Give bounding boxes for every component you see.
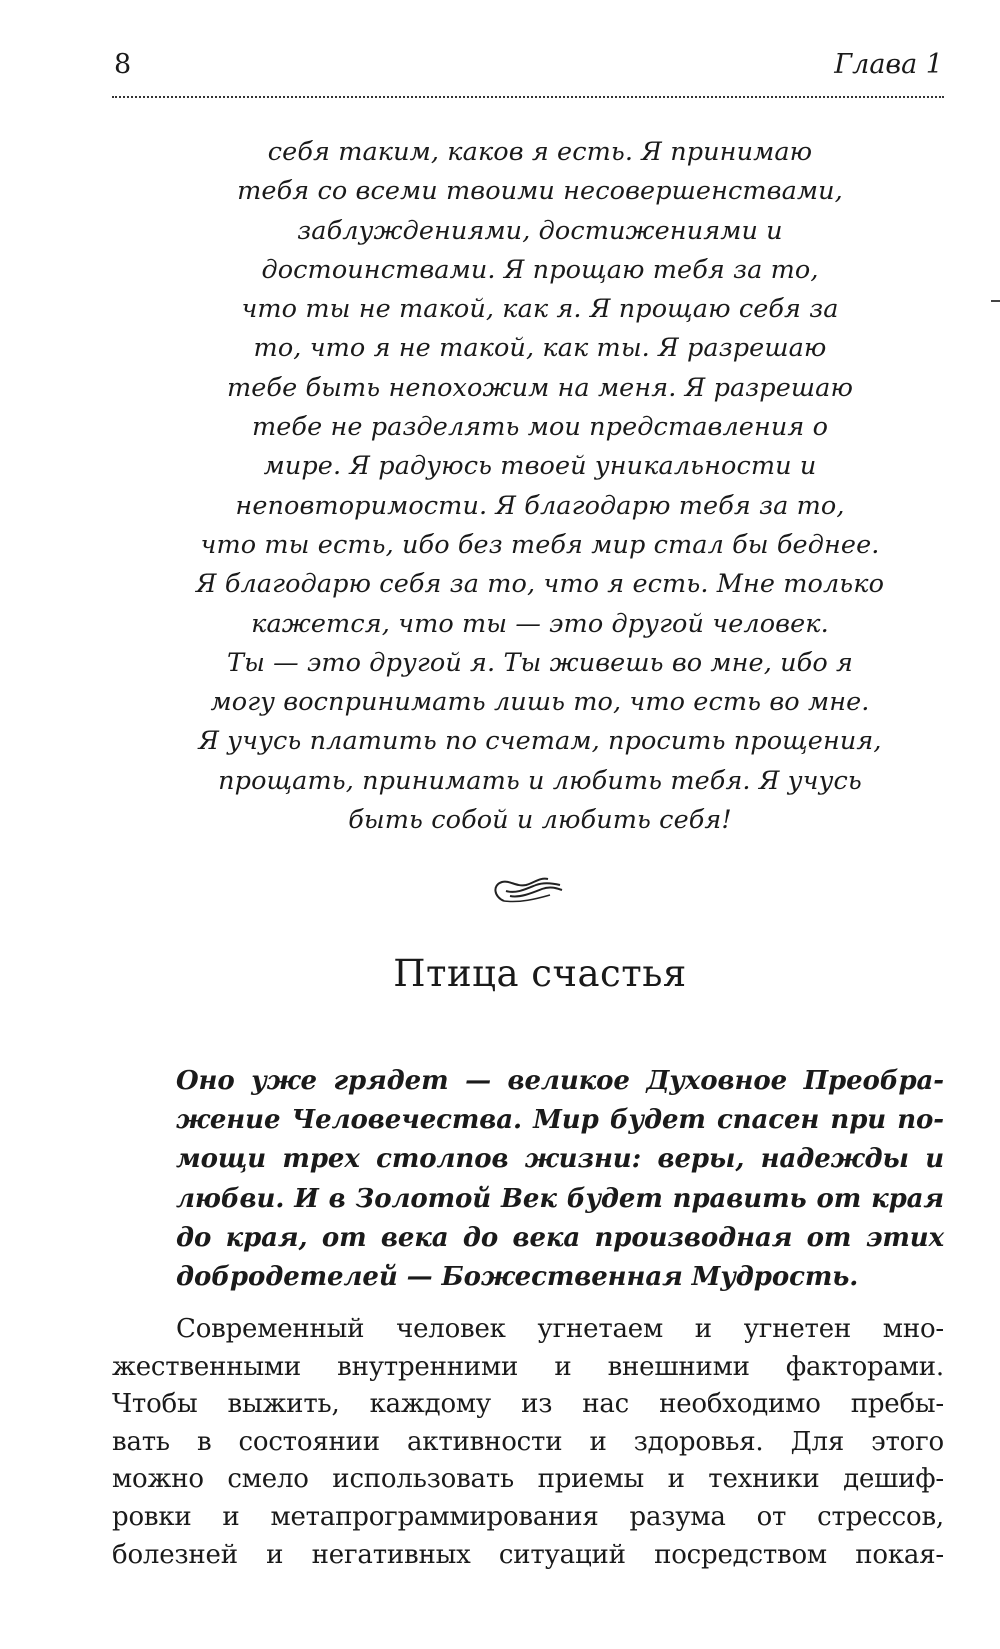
poem-line: Я учусь платить по счетам, просить прощения, <box>198 726 882 757</box>
epigraph-line: мощи трех столпов жизни: веры, надежды и <box>176 1144 944 1175</box>
wave-ornament-icon <box>490 871 566 905</box>
epigraph-line: до края, от века до века производная от этих <box>176 1222 944 1253</box>
epigraph-line: добродетелей — Божественная Мудрость. <box>176 1262 859 1293</box>
poem-line: тебе быть непохожим на меня. Я разрешаю <box>226 372 854 403</box>
poem-line: Я благодарю себя за то, что я есть. Мне только <box>195 569 885 600</box>
body-line: жественными внутренними и внешними факторами. <box>112 1351 944 1382</box>
epigraph-line: Оно уже грядет — великое Духовное Преобра- <box>176 1066 944 1096</box>
section-title: Птица счастья <box>393 952 687 995</box>
header-dotted-rule <box>112 96 944 98</box>
poem-line: достоинствами. Я прощаю тебя за то, <box>261 254 819 285</box>
epigraph-line: любви. И в Золотой Век будет править от края <box>176 1183 944 1214</box>
body-line: ровки и метапрограммирования разума от стрессов, <box>112 1501 944 1532</box>
body-line: болезней и негативных ситуаций посредством покая- <box>112 1539 944 1570</box>
poem-line: то, что я не такой, как ты. Я разрешаю <box>253 333 827 364</box>
poem-block <box>120 133 960 840</box>
poem-line: что ты есть, ибо без тебя мир стал бы беднее. <box>200 529 880 560</box>
poem-line: мире. Я радуюсь твоей уникальности и <box>263 451 817 482</box>
poem-line: тебе не разделять мои представления о <box>251 412 829 443</box>
epigraph-block <box>176 1062 944 1297</box>
poem-line: себя таким, каков я есть. Я принимаю <box>267 137 813 167</box>
body-line: Современный человек угнетаем и угнетен мно- <box>176 1314 944 1344</box>
running-header-chapter: Глава 1 <box>834 49 943 80</box>
poem-line: что ты не такой, как я. Я прощаю себя за <box>241 294 839 325</box>
poem-line: прощать, принимать и любить тебя. Я учусь <box>218 765 862 796</box>
poem-line: быть собой и любить себя! <box>348 805 732 836</box>
poem-line: тебя со всеми твоими несовершенствами, <box>237 176 843 207</box>
body-line: Чтобы выжить, каждому из нас необходимо пребы- <box>112 1389 944 1420</box>
body-line: можно смело использовать приемы и техники дешиф- <box>112 1464 944 1495</box>
poem-line: Ты — это другой я. Ты живешь во мне, ибо я <box>227 647 853 678</box>
poem-line: неповторимости. Я благодарю тебя за то, <box>235 490 845 521</box>
poem-line: могу воспринимать лишь то, что есть во мне. <box>210 687 870 718</box>
body-line: вать в состоянии активности и здоровья. Для этого <box>112 1426 944 1457</box>
page-edge-mark <box>991 300 1000 302</box>
epigraph-line: жение Человечества. Мир будет спасен при по- <box>176 1105 944 1136</box>
page-number: 8 <box>114 49 132 80</box>
body-paragraph <box>112 1311 944 1574</box>
poem-line: кажется, что ты — это другой человек. <box>251 608 829 639</box>
poem-line: заблуждениями, достижениями и <box>297 215 783 246</box>
